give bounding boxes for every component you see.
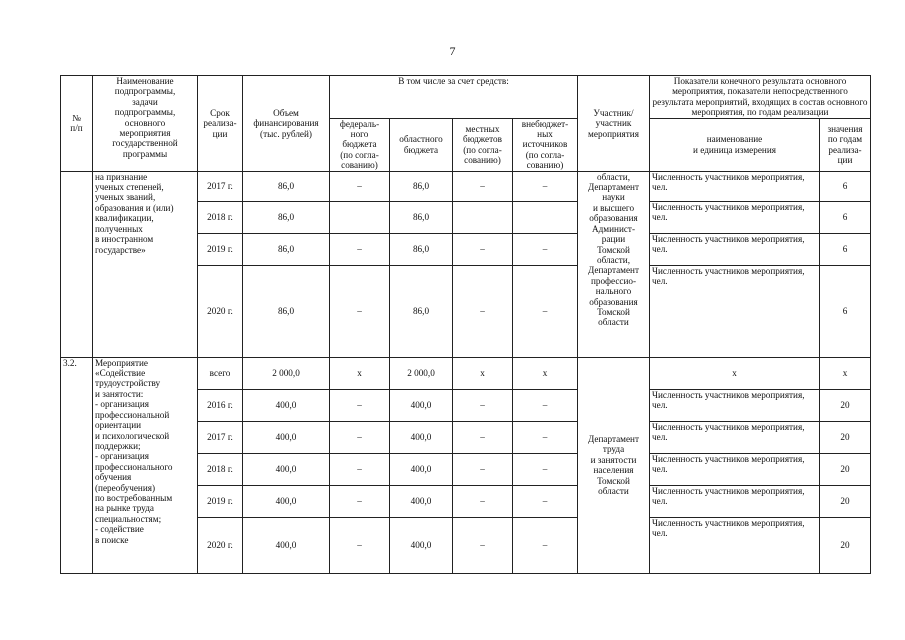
cell-federal: –	[330, 517, 390, 573]
cell-indicator: Численность участников мероприятия, чел.	[650, 421, 820, 453]
header-indicator-name: наименование и единица измерения	[650, 118, 820, 171]
cell-extra: –	[513, 389, 578, 421]
cell-extra: –	[513, 265, 578, 357]
cell-federal: –	[330, 453, 390, 485]
cell-local: –	[453, 453, 513, 485]
cell-value: 6	[820, 265, 871, 357]
table-row-total	[61, 357, 871, 389]
row-num-cell	[61, 171, 93, 357]
cell-local: –	[453, 233, 513, 265]
cell-value: 20	[820, 421, 871, 453]
block1-participant: области, Департамент науки и высшего образования Админист- рации Томской области, Департамент профессио- нального образования Томской области	[578, 171, 650, 357]
cell-regional: 2 000,0	[390, 357, 453, 389]
header-indicators: Показатели конечного результата основного мероприятия, показатели непосредственного результата мероприятий, входящих в состав основного мероприятия, по годам реализации	[650, 76, 871, 119]
header-row-1	[61, 76, 871, 119]
cell-extra: –	[513, 171, 578, 201]
cell-federal: –	[330, 265, 390, 357]
cell-regional: 86,0	[390, 171, 453, 201]
cell-value: 6	[820, 201, 871, 233]
cell-indicator: Численность участников мероприятия, чел.	[650, 389, 820, 421]
cell-volume: 86,0	[243, 233, 330, 265]
cell-year: 2020 г.	[198, 265, 243, 357]
cell-value: х	[820, 357, 871, 389]
cell-volume: 400,0	[243, 517, 330, 573]
cell-indicator: х	[650, 357, 820, 389]
header-term: Срок реализа- ции	[198, 76, 243, 172]
cell-local	[453, 201, 513, 233]
cell-federal: –	[330, 233, 390, 265]
cell-extra: –	[513, 485, 578, 517]
page-number: 7	[449, 44, 456, 58]
header-participant: Участник/ участник мероприятия	[578, 76, 650, 172]
cell-value: 20	[820, 389, 871, 421]
cell-regional: 400,0	[390, 517, 453, 573]
cell-extra: –	[513, 453, 578, 485]
header-num: № п/п	[61, 76, 93, 172]
cell-federal: –	[330, 485, 390, 517]
cell-regional: 400,0	[390, 389, 453, 421]
cell-regional: 400,0	[390, 453, 453, 485]
cell-year: 2016 г.	[198, 389, 243, 421]
cell-indicator: Численность участников мероприятия, чел.	[650, 233, 820, 265]
header-extra: внебюджет- ных источников (по согла- сованию)	[513, 118, 578, 171]
block1-name: на признание ученых степеней, ученых званий, образования и (или) квалификации, полученных в иностранном государстве»	[93, 171, 198, 357]
cell-extra: –	[513, 421, 578, 453]
cell-volume: 2 000,0	[243, 357, 330, 389]
cell-volume: 86,0	[243, 201, 330, 233]
cell-extra	[513, 201, 578, 233]
cell-federal	[330, 201, 390, 233]
header-federal: федераль- ного бюджета (по согла- сованию)	[330, 118, 390, 171]
cell-indicator: Численность участников мероприятия, чел.	[650, 171, 820, 201]
cell-year: 2018 г.	[198, 453, 243, 485]
program-table	[60, 75, 871, 574]
cell-volume: 400,0	[243, 485, 330, 517]
cell-year: 2017 г.	[198, 171, 243, 201]
cell-year: всего	[198, 357, 243, 389]
cell-extra: х	[513, 357, 578, 389]
cell-indicator: Численность участников мероприятия, чел.	[650, 485, 820, 517]
cell-regional: 86,0	[390, 201, 453, 233]
cell-volume: 400,0	[243, 453, 330, 485]
cell-year: 2019 г.	[198, 485, 243, 517]
cell-local: х	[453, 357, 513, 389]
cell-regional: 400,0	[390, 485, 453, 517]
cell-indicator: Численность участников мероприятия, чел.	[650, 201, 820, 233]
cell-year: 2020 г.	[198, 517, 243, 573]
header-volume: Объем финансирования (тыс. рублей)	[243, 76, 330, 172]
cell-regional: 86,0	[390, 265, 453, 357]
cell-federal: –	[330, 171, 390, 201]
cell-local: –	[453, 421, 513, 453]
cell-local: –	[453, 517, 513, 573]
cell-value: 6	[820, 171, 871, 201]
cell-federal: –	[330, 389, 390, 421]
header-indicator-value: значения по годам реализа- ции	[820, 118, 871, 171]
cell-value: 20	[820, 453, 871, 485]
cell-volume: 400,0	[243, 389, 330, 421]
cell-local: –	[453, 265, 513, 357]
table-row	[61, 171, 871, 201]
cell-federal: –	[330, 421, 390, 453]
cell-indicator: Численность участников мероприятия, чел.	[650, 265, 820, 357]
cell-local: –	[453, 389, 513, 421]
cell-local: –	[453, 485, 513, 517]
cell-indicator: Численность участников мероприятия, чел.	[650, 453, 820, 485]
header-name: Наименование подпрограммы, задачи подпрограммы, основного мероприятия государственной программы	[93, 76, 198, 172]
block2-name: Мероприятие «Содействие трудоустройству и занятости: - организация профессиональной ориентации и психологической поддержки; - организация профессионального обучения (переобучения) по востребованным на рынке труда специальностям; - содействие в поиске	[93, 357, 198, 573]
cell-volume: 86,0	[243, 265, 330, 357]
header-local: местных бюджетов (по согла- сованию)	[453, 118, 513, 171]
cell-local: –	[453, 171, 513, 201]
cell-federal: х	[330, 357, 390, 389]
cell-value: 20	[820, 517, 871, 573]
cell-indicator: Численность участников мероприятия, чел.	[650, 517, 820, 573]
cell-year: 2018 г.	[198, 201, 243, 233]
cell-year: 2019 г.	[198, 233, 243, 265]
cell-regional: 86,0	[390, 233, 453, 265]
cell-extra: –	[513, 233, 578, 265]
cell-regional: 400,0	[390, 421, 453, 453]
header-including: В том числе за счет средств:	[330, 76, 578, 119]
block2-participant: Департамент труда и занятости населения Томской области	[578, 357, 650, 573]
header-regional: областного бюджета	[390, 118, 453, 171]
cell-value: 6	[820, 233, 871, 265]
cell-extra: –	[513, 517, 578, 573]
cell-year: 2017 г.	[198, 421, 243, 453]
block2-num: 3.2.	[61, 357, 93, 573]
cell-volume: 86,0	[243, 171, 330, 201]
cell-value: 20	[820, 485, 871, 517]
cell-volume: 400,0	[243, 421, 330, 453]
